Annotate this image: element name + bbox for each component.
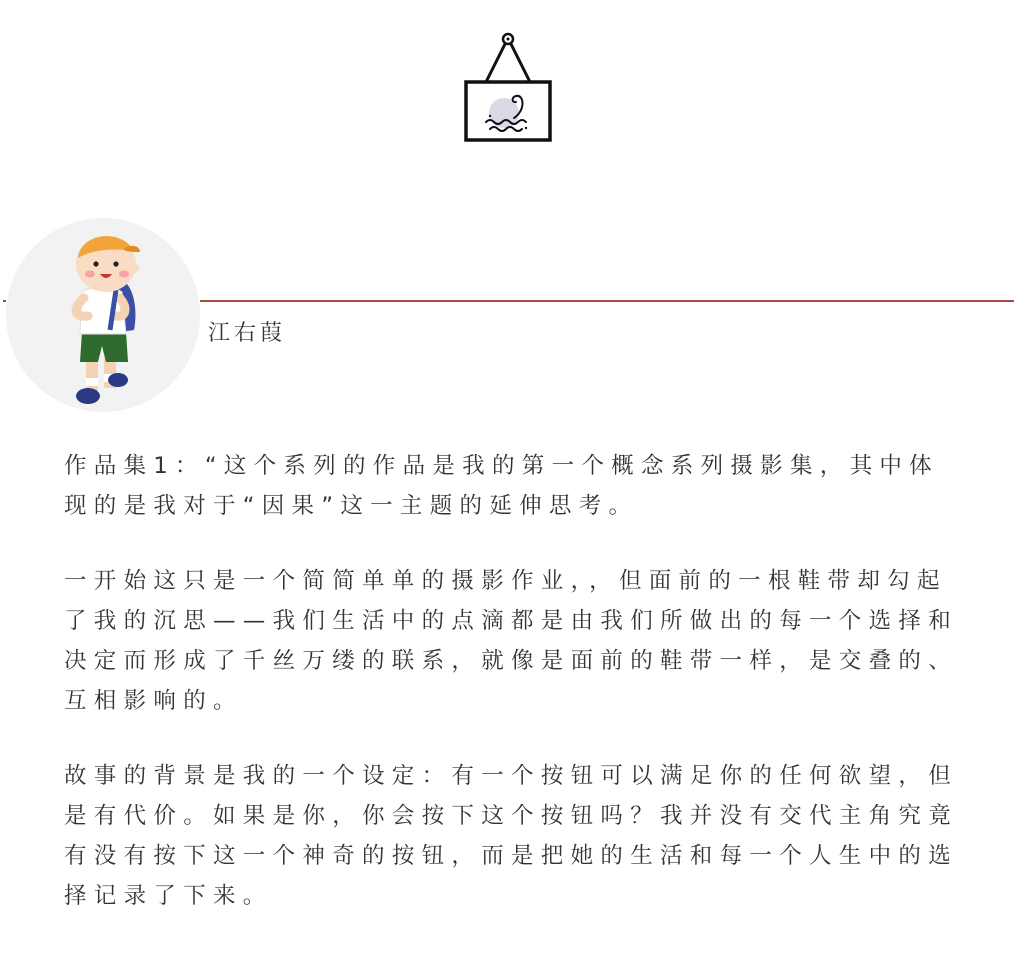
author-name: 江右葭 [208, 321, 287, 346]
paragraph-3: 故事的背景是我的一个设定：有一个按钮可以满足你的任何欲望，但是有代价。如果是你，你会按下这个按钮吗？我并没有交代主角究竟有没有按下这一个神奇的按钮，而是把她的生活和每一个人生中的选择记录了下来。 [64, 763, 959, 909]
author-divider [200, 300, 1014, 302]
cartoon-schoolboy-icon [6, 218, 200, 412]
article-body [64, 446, 964, 951]
rule-start-mark [3, 300, 6, 302]
paragraph-1: 作品集1：“这个系列的作品是我的第一个概念系列摄影集，其中体现的是我对于“因果”这一主题的延伸思考。 [64, 453, 939, 519]
paragraph-2: 一开始这只是一个简简单单的摄影作业，，但面前的一根鞋带却勾起了我的沉思——我们生活中的点滴都是由我们所做出的每一个选择和决定而形成了千丝万缕的联系，就像是面前的鞋带一样，是交叠的、互相影响的。 [64, 568, 959, 714]
author-avatar [6, 218, 200, 412]
hanging-sign-icon [460, 30, 556, 148]
